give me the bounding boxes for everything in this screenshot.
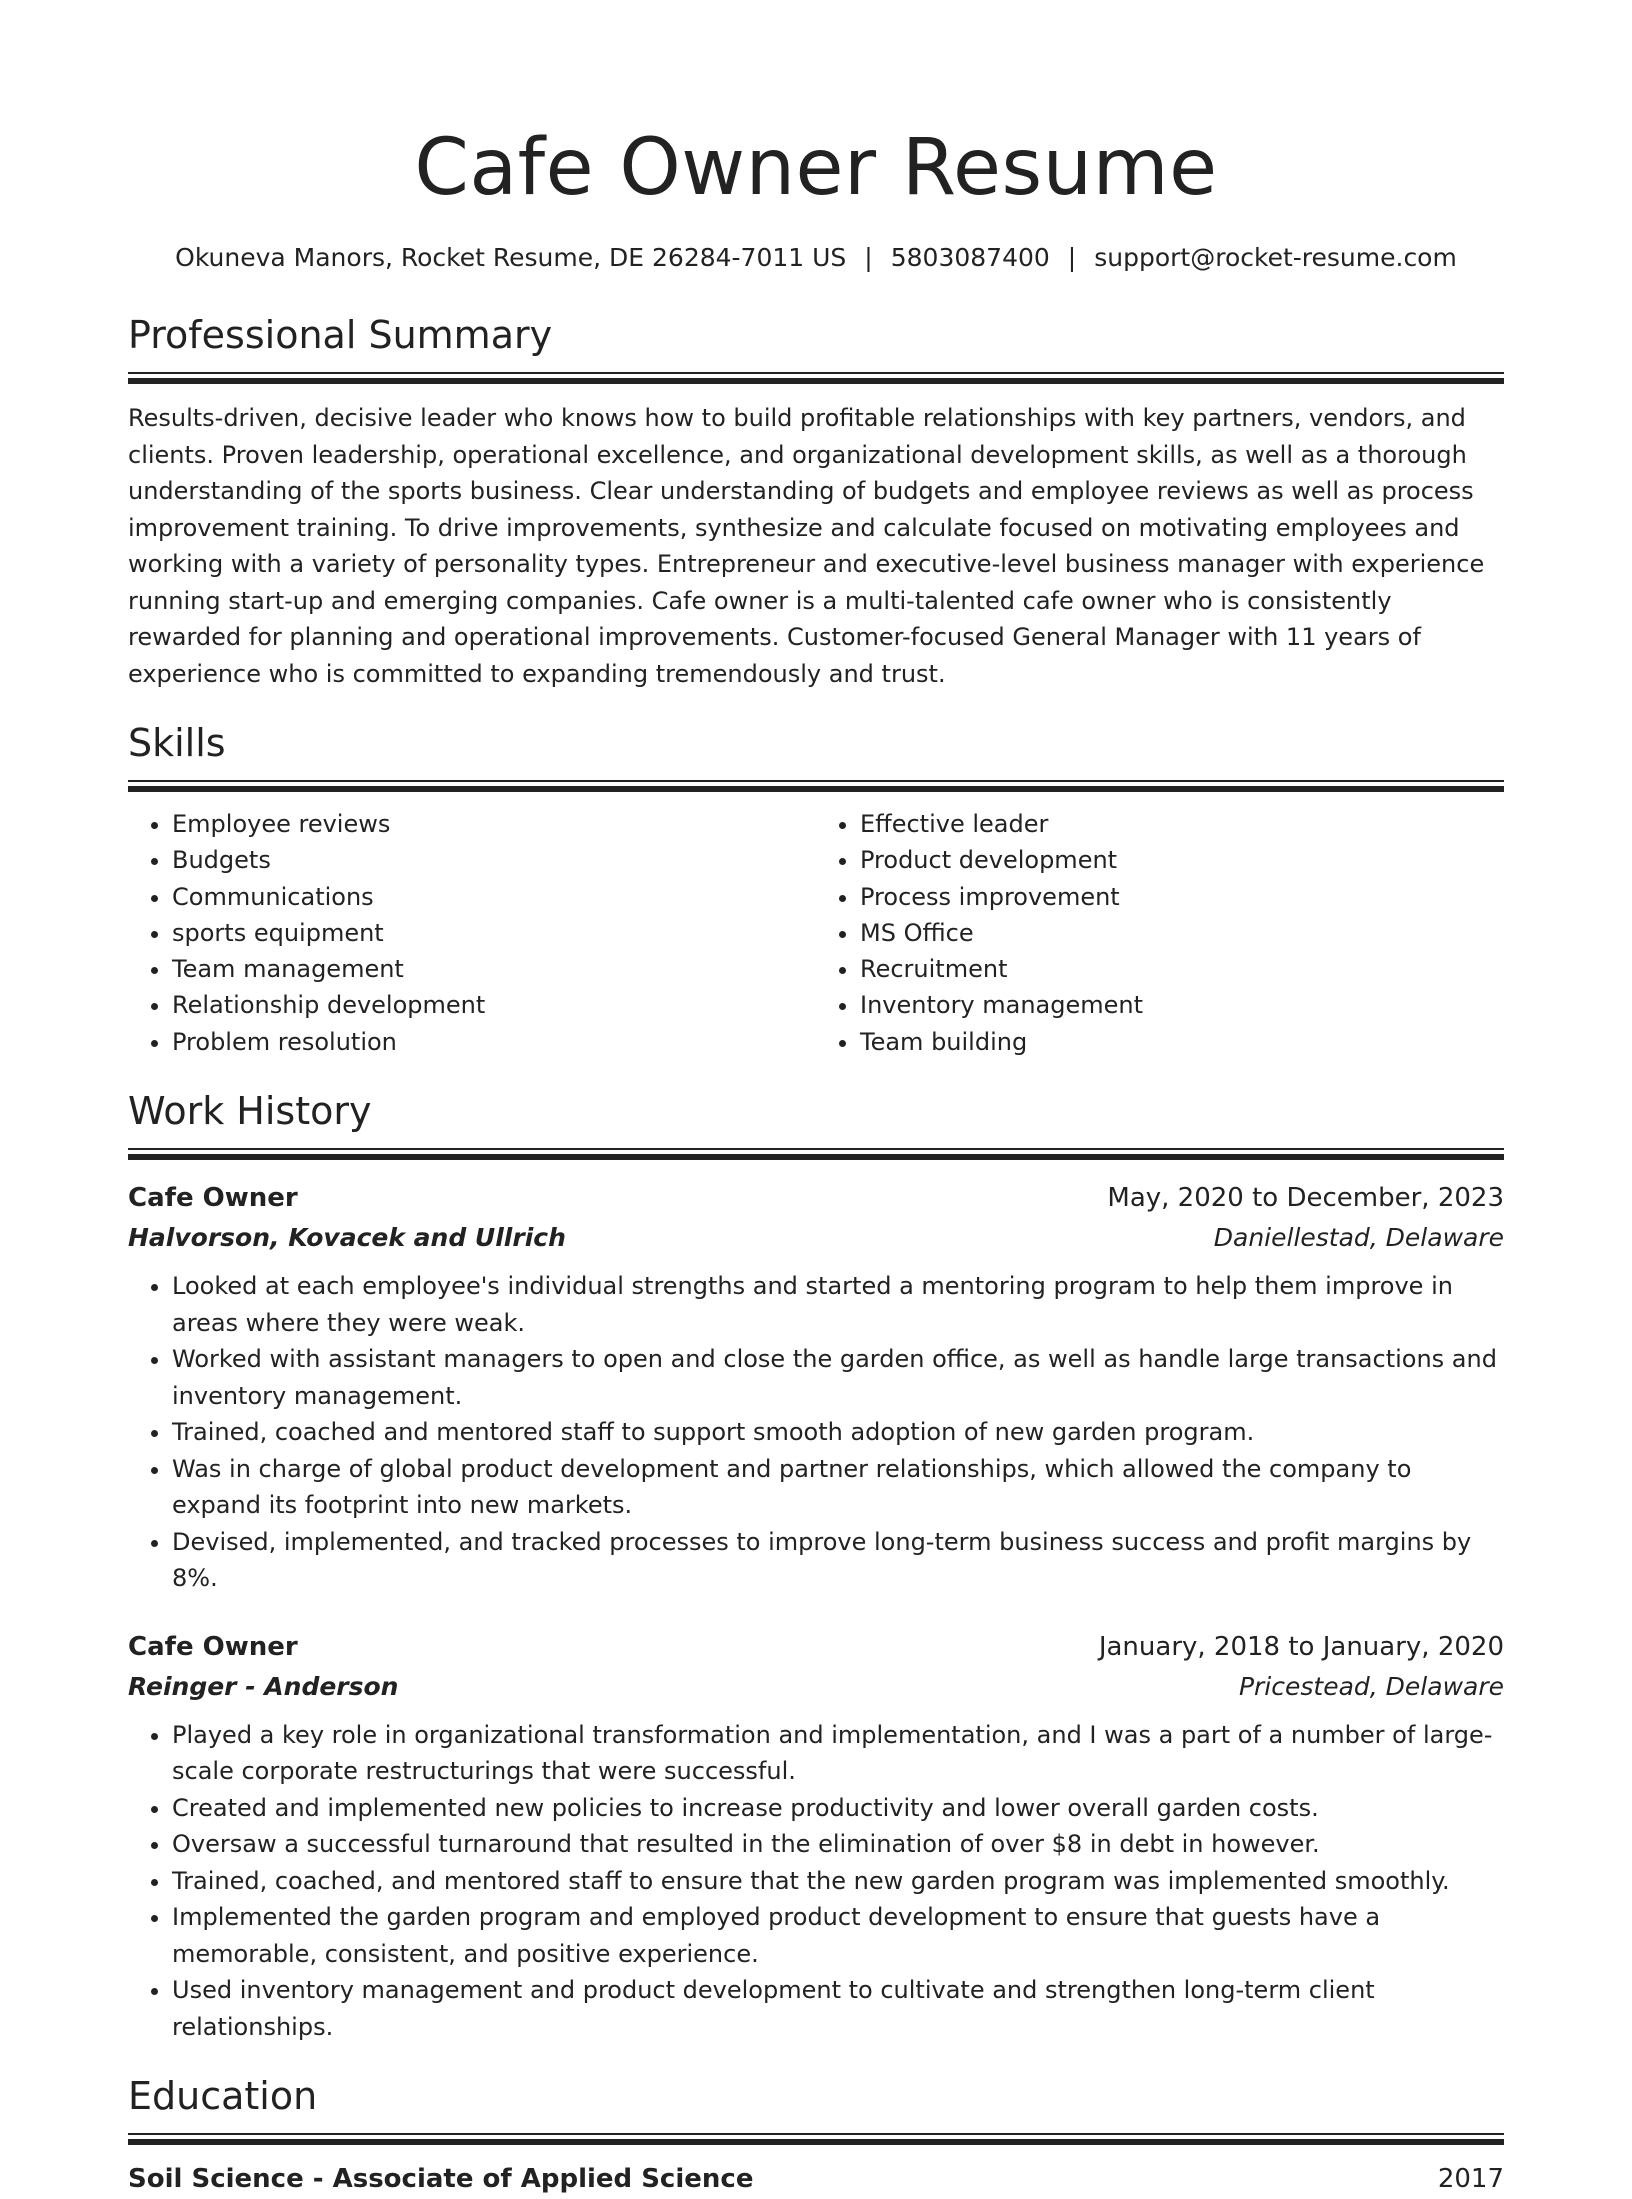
contact-separator: | [864,243,873,272]
skill-item: • Budgets [172,842,816,878]
skill-item: • Process improvement [860,879,1504,915]
section-divider [128,780,1504,792]
job-bullet: • Devised, implemented, and tracked processes to improve long-term business success and profit margins by 8%. [172,1524,1504,1597]
job-bullets [128,1268,1504,1597]
skill-item: • Communications [172,879,816,915]
skill-item: • MS Office [860,915,1504,951]
job-entry [128,1178,1504,1597]
page-title: Cafe Owner Resume [414,123,1218,213]
contact-address: Okuneva Manors, Rocket Resume, DE 26284-7011 US [175,243,847,272]
job-subheader [128,1667,1504,1707]
skills-columns [128,806,1504,1060]
job-company: Halvorson, Kovacek and Ullrich [128,1223,566,1253]
job-title: Cafe Owner [128,1183,298,1214]
job-title: Cafe Owner [128,1631,298,1662]
skill-item: • Employee reviews [172,806,816,842]
skills-list-left [128,806,816,1060]
skill-item: • Problem resolution [172,1024,816,1060]
job-bullet: • Oversaw a successful turnaround that resulted in the elimination of over $8 in debt in however. [172,1826,1504,1863]
contact-separator: | [1067,243,1077,272]
job-bullet: • Implemented the garden program and employed product development to ensure that guests have a memorable, consistent, and positive experience. [172,1899,1504,1972]
summary-section [128,310,1504,692]
education-degree: Soil Science - Associate of Applied Science [128,2164,754,2195]
job-bullet: • Created and implemented new policies to increase productivity and lower overall garden costs. [172,1790,1504,1827]
skill-item: • Team management [172,951,816,987]
job-dates: January, 2018 to January, 2020 [1098,1631,1504,1662]
job-header [128,1178,1504,1218]
contact-line [128,240,1504,276]
skill-item: • sports equipment [172,915,816,951]
job-subheader [128,1218,1504,1258]
work-history-section [128,1086,1504,2045]
skill-item: • Team building [860,1024,1504,1060]
skills-heading: Skills [128,721,226,765]
job-bullet: • Used inventory management and product development to cultivate and strengthen long-term client relationships. [172,1972,1504,2045]
education-year: 2017 [1437,2164,1504,2195]
summary-text: Results-driven, decisive leader who knows how to build profitable relationships with key partners, vendors, and clients. Proven leadership, operational excellence, and organizational development skills, as well as a thorough understanding of the sports business. Clear understanding of budgets and employee reviews as well as process improvement training. To drive improvements, synthesize and calculate focused on motivating employees and working with a variety of personality types. Entrepreneur and executive-level business manager with experience running start-up and emerging companies. Cafe owner is a multi-talented cafe owner who is consistently rewarded for planning and operational improvements. Customer-focused General Manager with 11 years of experience who is committed to expanding tremendously and trust. [128,404,1485,688]
job-bullet: • Trained, coached, and mentored staff to ensure that the new garden program was implemented smoothly. [172,1863,1504,1900]
skill-item: • Effective leader [860,806,1504,842]
job-bullet: • Worked with assistant managers to open and close the garden office, as well as handle large transactions and inventory management. [172,1341,1504,1414]
education-entry [128,2159,1504,2199]
contact-email[interactable]: support@rocket-resume.com [1094,243,1457,272]
job-bullet: • Looked at each employee's individual strengths and started a mentoring program to help them improve in areas where they were weak. [172,1268,1504,1341]
summary-heading: Professional Summary [128,313,553,357]
job-bullet: • Was in charge of global product development and partner relationships, which allowed the company to expand its footprint into new markets. [172,1451,1504,1524]
skill-item: • Inventory management [860,987,1504,1023]
skill-item: • Recruitment [860,951,1504,987]
contact-phone[interactable]: 5803087400 [890,243,1050,272]
work-history-heading: Work History [128,1089,372,1134]
section-divider [128,372,1504,384]
skill-item: • Product development [860,842,1504,878]
section-divider [128,2133,1504,2145]
skills-list-right [816,806,1504,1060]
job-header [128,1627,1504,1667]
job-company: Reinger - Anderson [128,1671,399,1701]
education-heading: Education [128,2074,318,2119]
job-bullet: • Trained, coached and mentored staff to support smooth adoption of new garden program. [172,1414,1504,1451]
job-bullets [128,1717,1504,2046]
education-section [128,2071,1504,2199]
job-location: Daniellestad, Delaware [1213,1223,1504,1253]
job-dates: May, 2020 to December, 2023 [1107,1183,1504,1214]
section-divider [128,1148,1504,1160]
job-location: Pricestead, Delaware [1238,1671,1504,1701]
skill-item: • Relationship development [172,987,816,1023]
skills-section [128,718,1504,1060]
job-bullet: • Played a key role in organizational transformation and implementation, and I was a part of a number of large-scale corporate restructurings that were successful. [172,1717,1504,1790]
job-entry [128,1627,1504,2046]
